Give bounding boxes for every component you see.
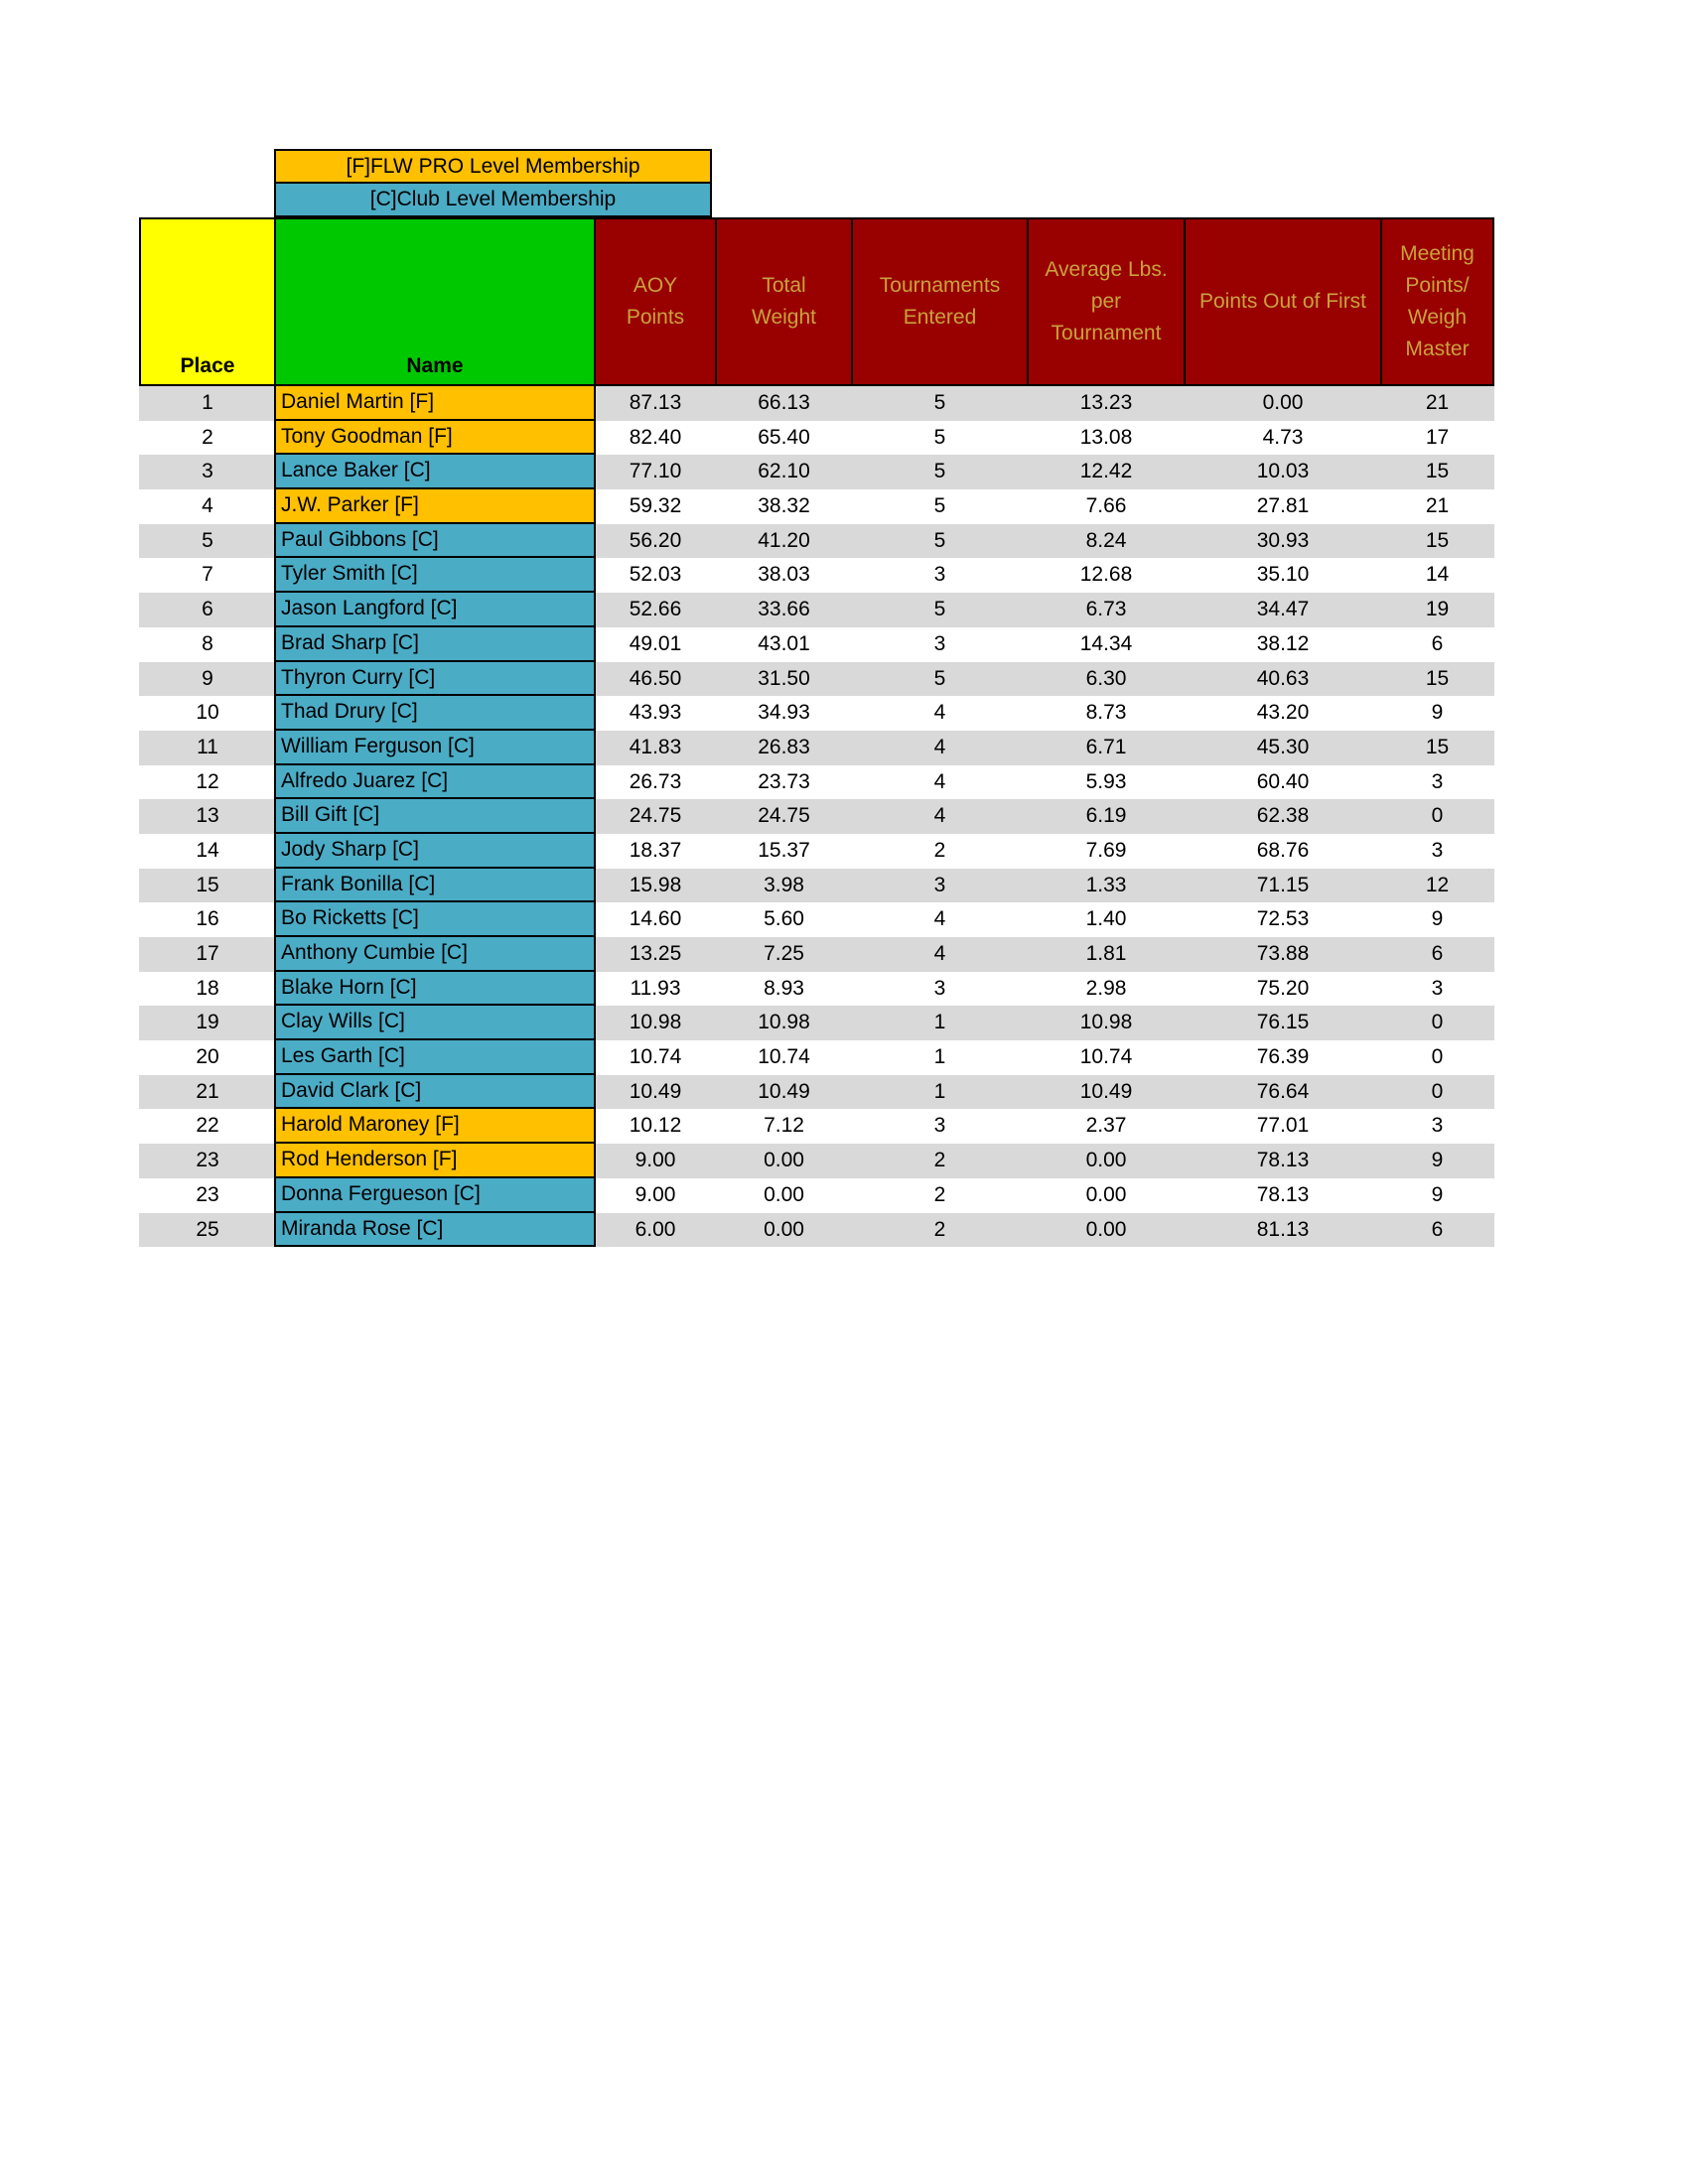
cell-place: 23 xyxy=(196,1182,219,1206)
cell-points-out-of-first: 10.03 xyxy=(1256,460,1310,483)
cell-points-out-of-first: 76.39 xyxy=(1256,1045,1310,1069)
cell-tournaments-entered: 5 xyxy=(933,598,946,621)
cell-total-weight: 33.66 xyxy=(758,598,810,621)
cell-aoy-points: 82.40 xyxy=(629,425,682,449)
cell-average-lbs: 7.66 xyxy=(1085,494,1127,518)
table-body xyxy=(139,386,1494,1247)
header-aoy-points: AOY Points xyxy=(594,217,717,386)
cell-name: Jason Langford [C] xyxy=(274,593,596,627)
cell-meeting-points: 15 xyxy=(1425,460,1450,483)
cell-tournaments-entered: 1 xyxy=(933,1079,946,1103)
cell-aoy-points: 11.93 xyxy=(630,976,681,1000)
cell-points-out-of-first: 75.20 xyxy=(1256,976,1310,1000)
cell-points-out-of-first: 35.10 xyxy=(1256,563,1310,587)
cell-average-lbs: 1.40 xyxy=(1085,907,1127,931)
standings-table xyxy=(139,217,1494,1247)
cell-name: Daniel Martin [F] xyxy=(274,386,596,421)
cell-tournaments-entered: 3 xyxy=(933,563,946,587)
cell-name: Donna Fergueson [C] xyxy=(274,1178,596,1213)
cell-tournaments-entered: 5 xyxy=(933,460,946,483)
cell-tournaments-entered: 4 xyxy=(933,769,946,793)
cell-aoy-points: 52.66 xyxy=(629,598,682,621)
cell-total-weight: 8.93 xyxy=(764,976,804,1000)
legend-club: [C]Club Level Membership xyxy=(274,184,712,217)
cell-place: 4 xyxy=(202,494,213,518)
cell-meeting-points: 9 xyxy=(1431,701,1444,725)
legend-flw-pro: [F]FLW PRO Level Membership xyxy=(274,149,712,184)
cell-name: Tony Goodman [F] xyxy=(274,421,596,456)
header-average-lbs: Average Lbs. per Tournament xyxy=(1027,217,1186,386)
cell-points-out-of-first: 38.12 xyxy=(1256,631,1310,655)
table-row xyxy=(139,869,1494,903)
cell-total-weight: 7.25 xyxy=(764,942,804,965)
table-row xyxy=(139,1075,1494,1110)
cell-meeting-points: 15 xyxy=(1425,735,1450,758)
cell-tournaments-entered: 1 xyxy=(933,1011,946,1034)
cell-average-lbs: 7.69 xyxy=(1085,838,1127,862)
cell-points-out-of-first: 77.01 xyxy=(1256,1114,1310,1138)
cell-meeting-points: 19 xyxy=(1425,598,1450,621)
cell-aoy-points: 14.60 xyxy=(629,907,682,931)
cell-average-lbs: 10.49 xyxy=(1079,1079,1133,1103)
table-row xyxy=(139,627,1494,662)
cell-name: Brad Sharp [C] xyxy=(274,627,596,662)
table-row xyxy=(139,524,1494,559)
cell-place: 17 xyxy=(196,942,219,965)
cell-meeting-points: 0 xyxy=(1431,1079,1444,1103)
cell-average-lbs: 6.73 xyxy=(1085,598,1127,621)
cell-average-lbs: 0.00 xyxy=(1085,1149,1127,1172)
cell-points-out-of-first: 0.00 xyxy=(1262,391,1304,414)
cell-place: 3 xyxy=(202,460,213,483)
cell-aoy-points: 15.98 xyxy=(629,873,682,896)
table-header xyxy=(139,217,1494,386)
cell-meeting-points: 3 xyxy=(1431,976,1444,1000)
table-row xyxy=(139,696,1494,731)
cell-average-lbs: 8.24 xyxy=(1085,528,1127,552)
cell-meeting-points: 17 xyxy=(1425,425,1450,449)
cell-total-weight: 0.00 xyxy=(764,1182,804,1206)
table-row xyxy=(139,662,1494,697)
cell-tournaments-entered: 4 xyxy=(933,907,946,931)
cell-meeting-points: 12 xyxy=(1425,873,1450,896)
cell-place: 23 xyxy=(196,1149,219,1172)
table-row xyxy=(139,1144,1494,1178)
cell-tournaments-entered: 5 xyxy=(933,391,946,414)
table-row xyxy=(139,765,1494,800)
cell-tournaments-entered: 3 xyxy=(933,1114,946,1138)
cell-total-weight: 0.00 xyxy=(764,1149,804,1172)
cell-place: 14 xyxy=(196,838,219,862)
header-meeting-points: Meeting Points/ Weigh Master xyxy=(1380,217,1494,386)
cell-tournaments-entered: 3 xyxy=(933,976,946,1000)
cell-place: 1 xyxy=(202,391,213,414)
cell-name: Paul Gibbons [C] xyxy=(274,524,596,559)
cell-total-weight: 10.74 xyxy=(758,1045,810,1069)
cell-aoy-points: 10.98 xyxy=(629,1011,682,1034)
table-row xyxy=(139,731,1494,765)
cell-points-out-of-first: 45.30 xyxy=(1256,735,1310,758)
cell-points-out-of-first: 34.47 xyxy=(1256,598,1310,621)
cell-name: Miranda Rose [C] xyxy=(274,1213,596,1248)
cell-tournaments-entered: 2 xyxy=(933,1149,946,1172)
cell-total-weight: 66.13 xyxy=(758,391,810,414)
cell-meeting-points: 21 xyxy=(1425,494,1450,518)
cell-meeting-points: 3 xyxy=(1431,769,1444,793)
cell-total-weight: 10.49 xyxy=(758,1079,810,1103)
cell-total-weight: 3.98 xyxy=(764,873,804,896)
cell-tournaments-entered: 4 xyxy=(933,804,946,828)
cell-name: Les Garth [C] xyxy=(274,1040,596,1075)
cell-place: 15 xyxy=(196,873,219,896)
cell-average-lbs: 10.74 xyxy=(1079,1045,1133,1069)
cell-total-weight: 5.60 xyxy=(764,907,804,931)
cell-name: Blake Horn [C] xyxy=(274,972,596,1007)
header-total-weight: Total Weight xyxy=(715,217,853,386)
cell-name: J.W. Parker [F] xyxy=(274,489,596,524)
cell-total-weight: 31.50 xyxy=(758,666,810,690)
cell-place: 19 xyxy=(196,1011,219,1034)
table-row xyxy=(139,1178,1494,1213)
cell-average-lbs: 12.68 xyxy=(1079,563,1133,587)
cell-meeting-points: 0 xyxy=(1431,804,1444,828)
cell-place: 25 xyxy=(196,1217,219,1241)
cell-points-out-of-first: 30.93 xyxy=(1256,528,1310,552)
cell-aoy-points: 26.73 xyxy=(629,769,682,793)
table-row xyxy=(139,834,1494,869)
cell-place: 20 xyxy=(196,1045,219,1069)
cell-meeting-points: 14 xyxy=(1425,563,1450,587)
cell-average-lbs: 13.08 xyxy=(1079,425,1133,449)
header-points-out-of-first: Points Out of First xyxy=(1184,217,1382,386)
cell-place: 6 xyxy=(202,598,213,621)
cell-place: 9 xyxy=(202,666,213,690)
cell-average-lbs: 2.37 xyxy=(1085,1114,1127,1138)
cell-place: 2 xyxy=(202,425,213,449)
cell-aoy-points: 18.37 xyxy=(629,838,682,862)
cell-tournaments-entered: 5 xyxy=(933,666,946,690)
cell-place: 18 xyxy=(196,976,219,1000)
cell-name: Clay Wills [C] xyxy=(274,1006,596,1040)
cell-name: Tyler Smith [C] xyxy=(274,558,596,593)
cell-points-out-of-first: 76.15 xyxy=(1256,1011,1310,1034)
cell-total-weight: 43.01 xyxy=(758,631,810,655)
cell-points-out-of-first: 73.88 xyxy=(1256,942,1310,965)
header-name: Name xyxy=(274,217,596,386)
cell-total-weight: 34.93 xyxy=(758,701,810,725)
cell-tournaments-entered: 3 xyxy=(933,873,946,896)
cell-meeting-points: 6 xyxy=(1431,942,1444,965)
cell-total-weight: 15.37 xyxy=(758,838,810,862)
cell-place: 5 xyxy=(202,528,213,552)
cell-average-lbs: 6.71 xyxy=(1085,735,1127,758)
cell-average-lbs: 5.93 xyxy=(1085,769,1127,793)
cell-aoy-points: 24.75 xyxy=(629,804,682,828)
cell-tournaments-entered: 5 xyxy=(933,494,946,518)
cell-points-out-of-first: 78.13 xyxy=(1256,1182,1310,1206)
cell-points-out-of-first: 81.13 xyxy=(1256,1217,1310,1241)
cell-average-lbs: 6.19 xyxy=(1085,804,1127,828)
cell-name: Rod Henderson [F] xyxy=(274,1144,596,1178)
cell-points-out-of-first: 71.15 xyxy=(1256,873,1310,896)
cell-meeting-points: 3 xyxy=(1431,838,1444,862)
table-row xyxy=(139,1040,1494,1075)
cell-place: 21 xyxy=(196,1079,219,1103)
table-row xyxy=(139,1213,1494,1248)
table-row xyxy=(139,937,1494,972)
table-row xyxy=(139,972,1494,1007)
table-row xyxy=(139,558,1494,593)
table-row xyxy=(139,799,1494,834)
cell-aoy-points: 10.12 xyxy=(629,1114,682,1138)
cell-average-lbs: 14.34 xyxy=(1079,631,1133,655)
cell-average-lbs: 1.81 xyxy=(1085,942,1127,965)
header-tournaments-entered: Tournaments Entered xyxy=(851,217,1029,386)
table-row xyxy=(139,489,1494,524)
cell-place: 11 xyxy=(197,735,218,758)
cell-aoy-points: 59.32 xyxy=(629,494,682,518)
cell-name: Alfredo Juarez [C] xyxy=(274,765,596,800)
cell-points-out-of-first: 76.64 xyxy=(1256,1079,1310,1103)
cell-meeting-points: 15 xyxy=(1425,666,1450,690)
cell-average-lbs: 13.23 xyxy=(1079,391,1133,414)
cell-total-weight: 65.40 xyxy=(758,425,810,449)
cell-tournaments-entered: 2 xyxy=(933,1217,946,1241)
cell-meeting-points: 6 xyxy=(1431,1217,1444,1241)
cell-place: 12 xyxy=(196,769,219,793)
cell-total-weight: 38.03 xyxy=(758,563,810,587)
table-row xyxy=(139,455,1494,489)
cell-total-weight: 26.83 xyxy=(758,735,810,758)
cell-aoy-points: 10.74 xyxy=(629,1045,682,1069)
cell-points-out-of-first: 72.53 xyxy=(1256,907,1310,931)
table-row xyxy=(139,421,1494,456)
cell-name: David Clark [C] xyxy=(274,1075,596,1110)
cell-name: William Ferguson [C] xyxy=(274,731,596,765)
cell-average-lbs: 6.30 xyxy=(1085,666,1127,690)
cell-total-weight: 24.75 xyxy=(758,804,810,828)
cell-place: 16 xyxy=(196,907,219,931)
cell-tournaments-entered: 2 xyxy=(933,1182,946,1206)
cell-meeting-points: 6 xyxy=(1431,631,1444,655)
cell-name: Frank Bonilla [C] xyxy=(274,869,596,903)
cell-tournaments-entered: 1 xyxy=(933,1045,946,1069)
cell-name: Bo Ricketts [C] xyxy=(274,902,596,937)
cell-total-weight: 62.10 xyxy=(758,460,810,483)
cell-aoy-points: 6.00 xyxy=(634,1217,676,1241)
cell-average-lbs: 0.00 xyxy=(1085,1217,1127,1241)
cell-average-lbs: 2.98 xyxy=(1085,976,1127,1000)
cell-place: 7 xyxy=(202,563,213,587)
cell-total-weight: 38.32 xyxy=(758,494,810,518)
cell-name: Bill Gift [C] xyxy=(274,799,596,834)
cell-average-lbs: 12.42 xyxy=(1079,460,1133,483)
table-row xyxy=(139,386,1494,421)
cell-aoy-points: 87.13 xyxy=(629,391,682,414)
cell-total-weight: 41.20 xyxy=(758,528,810,552)
cell-average-lbs: 8.73 xyxy=(1085,701,1127,725)
cell-name: Anthony Cumbie [C] xyxy=(274,937,596,972)
cell-tournaments-entered: 5 xyxy=(933,425,946,449)
cell-points-out-of-first: 40.63 xyxy=(1256,666,1310,690)
cell-aoy-points: 10.49 xyxy=(629,1079,682,1103)
cell-name: Lance Baker [C] xyxy=(274,455,596,489)
cell-place: 10 xyxy=(196,701,219,725)
cell-aoy-points: 49.01 xyxy=(629,631,682,655)
cell-points-out-of-first: 43.20 xyxy=(1256,701,1310,725)
cell-total-weight: 10.98 xyxy=(758,1011,810,1034)
cell-points-out-of-first: 27.81 xyxy=(1256,494,1310,518)
cell-name: Jody Sharp [C] xyxy=(274,834,596,869)
cell-points-out-of-first: 78.13 xyxy=(1256,1149,1310,1172)
cell-points-out-of-first: 68.76 xyxy=(1256,838,1310,862)
table-row xyxy=(139,1006,1494,1040)
table-row xyxy=(139,1109,1494,1144)
cell-average-lbs: 10.98 xyxy=(1079,1011,1133,1034)
cell-meeting-points: 21 xyxy=(1425,391,1450,414)
cell-aoy-points: 41.83 xyxy=(629,735,682,758)
cell-tournaments-entered: 5 xyxy=(933,528,946,552)
cell-name: Harold Maroney [F] xyxy=(274,1109,596,1144)
cell-name: Thad Drury [C] xyxy=(274,696,596,731)
cell-place: 22 xyxy=(196,1114,219,1138)
cell-meeting-points: 3 xyxy=(1431,1114,1444,1138)
cell-total-weight: 7.12 xyxy=(764,1114,804,1138)
cell-meeting-points: 0 xyxy=(1431,1045,1444,1069)
header-place: Place xyxy=(139,217,276,386)
cell-average-lbs: 0.00 xyxy=(1085,1182,1127,1206)
cell-average-lbs: 1.33 xyxy=(1085,873,1127,896)
cell-tournaments-entered: 4 xyxy=(933,735,946,758)
cell-aoy-points: 52.03 xyxy=(629,563,682,587)
cell-aoy-points: 43.93 xyxy=(629,701,682,725)
cell-total-weight: 23.73 xyxy=(758,769,810,793)
cell-total-weight: 0.00 xyxy=(764,1217,804,1241)
cell-meeting-points: 15 xyxy=(1425,528,1450,552)
cell-meeting-points: 9 xyxy=(1431,907,1444,931)
cell-place: 8 xyxy=(202,631,213,655)
cell-aoy-points: 9.00 xyxy=(634,1182,676,1206)
cell-tournaments-entered: 4 xyxy=(933,701,946,725)
table-row xyxy=(139,593,1494,627)
cell-meeting-points: 9 xyxy=(1431,1149,1444,1172)
cell-tournaments-entered: 2 xyxy=(933,838,946,862)
cell-aoy-points: 77.10 xyxy=(629,460,682,483)
cell-points-out-of-first: 4.73 xyxy=(1262,425,1304,449)
cell-aoy-points: 46.50 xyxy=(629,666,682,690)
cell-place: 13 xyxy=(196,804,219,828)
cell-meeting-points: 9 xyxy=(1431,1182,1444,1206)
table-row xyxy=(139,902,1494,937)
cell-name: Thyron Curry [C] xyxy=(274,662,596,697)
cell-meeting-points: 0 xyxy=(1431,1011,1444,1034)
cell-aoy-points: 56.20 xyxy=(629,528,682,552)
cell-aoy-points: 13.25 xyxy=(629,942,682,965)
cell-tournaments-entered: 3 xyxy=(933,631,946,655)
cell-tournaments-entered: 4 xyxy=(933,942,946,965)
cell-aoy-points: 9.00 xyxy=(634,1149,676,1172)
cell-points-out-of-first: 62.38 xyxy=(1256,804,1310,828)
cell-points-out-of-first: 60.40 xyxy=(1256,769,1310,793)
